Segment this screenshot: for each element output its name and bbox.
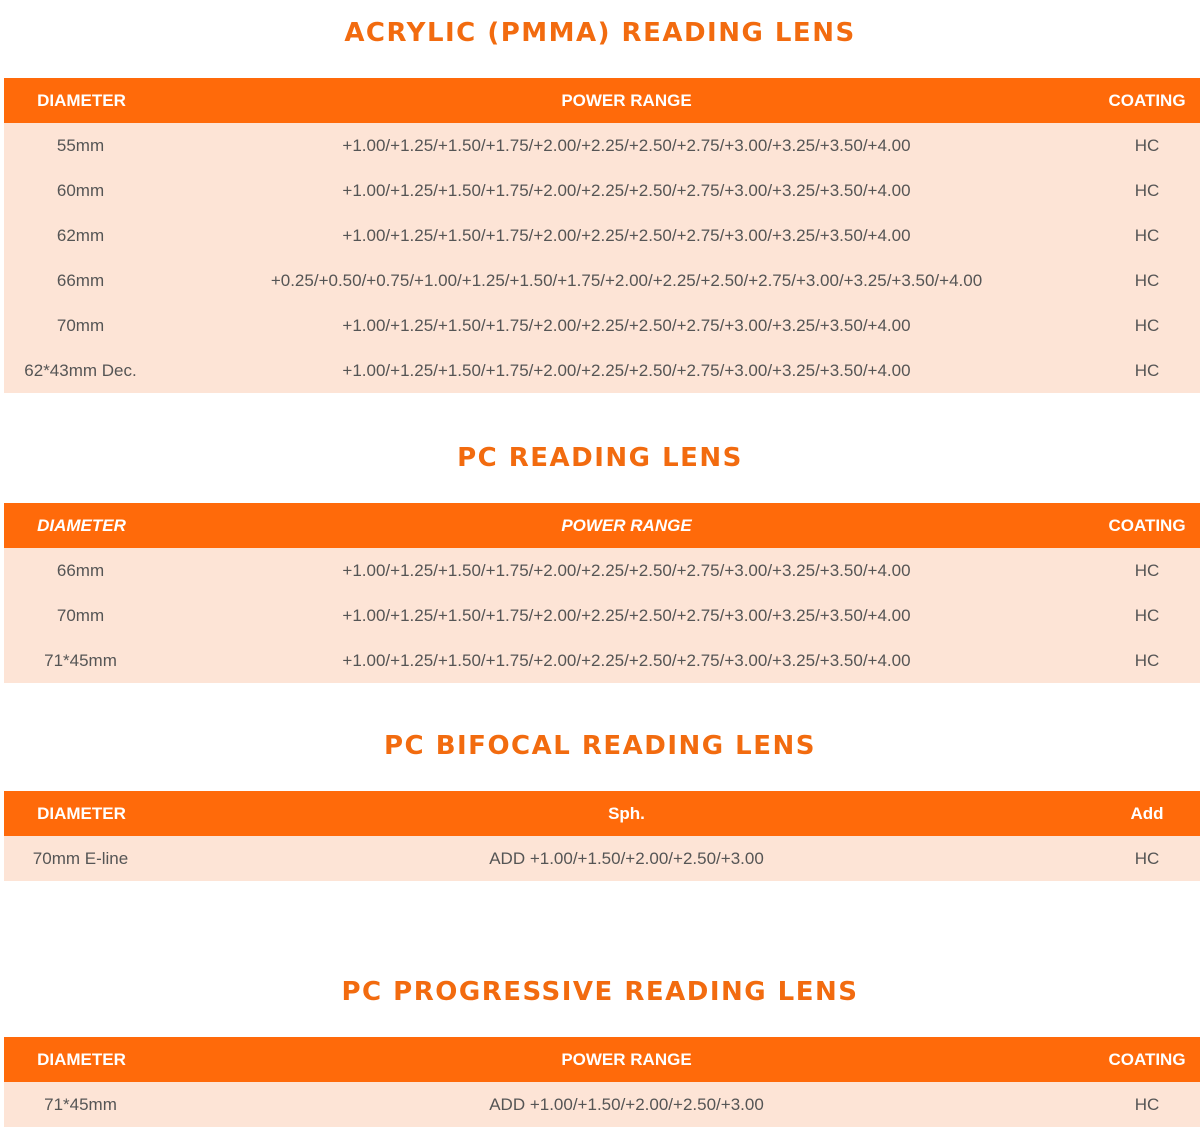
table-header-row	[4, 791, 1200, 836]
header-sph: Sph.	[159, 791, 1094, 836]
coating-cell: HC	[1094, 303, 1200, 348]
power-range-cell: +1.00/+1.25/+1.50/+1.75/+2.00/+2.25/+2.50/+2.75/+3.00/+3.25/+3.50/+4.00	[159, 303, 1094, 348]
diameter-cell: 70mm	[4, 303, 159, 348]
table-row	[4, 593, 1200, 638]
header-diameter: DIAMETER	[4, 791, 159, 836]
power-range-cell: +1.00/+1.25/+1.50/+1.75/+2.00/+2.25/+2.50/+2.75/+3.00/+3.25/+3.50/+4.00	[159, 593, 1094, 638]
diameter-cell: 70mm E-line	[4, 836, 159, 881]
power-range-cell: +1.00/+1.25/+1.50/+1.75/+2.00/+2.25/+2.50/+2.75/+3.00/+3.25/+3.50/+4.00	[159, 168, 1094, 213]
table-row	[4, 548, 1200, 593]
coating-cell: HC	[1094, 258, 1200, 303]
diameter-cell: 62mm	[4, 213, 159, 258]
header-coating: COATING	[1094, 503, 1200, 548]
header-power-range: POWER RANGE	[159, 503, 1094, 548]
coating-cell: HC	[1094, 1082, 1200, 1127]
power-range-cell: +1.00/+1.25/+1.50/+1.75/+2.00/+2.25/+2.50/+2.75/+3.00/+3.25/+3.50/+4.00	[159, 123, 1094, 168]
coating-cell: HC	[1094, 548, 1200, 593]
header-add: Add	[1094, 791, 1200, 836]
section-title-acrylic: ACRYLIC (PMMA) READING LENS	[344, 18, 856, 48]
power-range-cell: +1.00/+1.25/+1.50/+1.75/+2.00/+2.25/+2.50/+2.75/+3.00/+3.25/+3.50/+4.00	[159, 638, 1094, 683]
diameter-cell: 71*45mm	[4, 638, 159, 683]
coating-cell: HC	[1094, 123, 1200, 168]
header-coating: COATING	[1094, 78, 1200, 123]
table-acrylic	[4, 78, 1200, 393]
header-coating: COATING	[1094, 1037, 1200, 1082]
power-range-cell: +0.25/+0.50/+0.75/+1.00/+1.25/+1.50/+1.75/+2.00/+2.25/+2.50/+2.75/+3.00/+3.25/+3.50/+4.00	[159, 258, 1094, 303]
diameter-cell: 60mm	[4, 168, 159, 213]
diameter-cell: 66mm	[4, 548, 159, 593]
header-diameter: DIAMETER	[4, 1037, 159, 1082]
section-title-pc-bifocal: PC BIFOCAL READING LENS	[384, 731, 816, 761]
section-title-pc-progressive: PC PROGRESSIVE READING LENS	[341, 977, 859, 1007]
table-header-row	[4, 503, 1200, 548]
table-pc-progressive	[4, 1037, 1200, 1127]
coating-cell: HC	[1094, 638, 1200, 683]
coating-cell: HC	[1094, 168, 1200, 213]
power-range-cell: +1.00/+1.25/+1.50/+1.75/+2.00/+2.25/+2.50/+2.75/+3.00/+3.25/+3.50/+4.00	[159, 348, 1094, 393]
header-diameter: DIAMETER	[4, 503, 159, 548]
table-row	[4, 348, 1200, 393]
table-row	[4, 213, 1200, 258]
diameter-cell: 62*43mm Dec.	[4, 348, 159, 393]
coating-cell: HC	[1094, 213, 1200, 258]
diameter-cell: 66mm	[4, 258, 159, 303]
power-range-cell: ADD +1.00/+1.50/+2.00/+2.50/+3.00	[159, 1082, 1094, 1127]
power-range-cell: +1.00/+1.25/+1.50/+1.75/+2.00/+2.25/+2.50/+2.75/+3.00/+3.25/+3.50/+4.00	[159, 548, 1094, 593]
table-row	[4, 303, 1200, 348]
coating-cell: HC	[1094, 593, 1200, 638]
diameter-cell: 55mm	[4, 123, 159, 168]
table-pc	[4, 503, 1200, 683]
table-header-row	[4, 1037, 1200, 1082]
table-row	[4, 258, 1200, 303]
table-row	[4, 836, 1200, 881]
header-diameter: DIAMETER	[4, 78, 159, 123]
power-range-cell: +1.00/+1.25/+1.50/+1.75/+2.00/+2.25/+2.50/+2.75/+3.00/+3.25/+3.50/+4.00	[159, 213, 1094, 258]
table-row	[4, 1082, 1200, 1127]
sph-cell: ADD +1.00/+1.50/+2.00/+2.50/+3.00	[159, 836, 1094, 881]
diameter-cell: 70mm	[4, 593, 159, 638]
table-pc-bifocal	[4, 791, 1200, 881]
coating-cell: HC	[1094, 348, 1200, 393]
header-power-range: POWER RANGE	[159, 1037, 1094, 1082]
table-header-row	[4, 78, 1200, 123]
table-row	[4, 638, 1200, 683]
section-title-pc: PC READING LENS	[457, 443, 743, 473]
table-row	[4, 168, 1200, 213]
header-power-range: POWER RANGE	[159, 78, 1094, 123]
table-row	[4, 123, 1200, 168]
diameter-cell: 71*45mm	[4, 1082, 159, 1127]
add-cell: HC	[1094, 836, 1200, 881]
